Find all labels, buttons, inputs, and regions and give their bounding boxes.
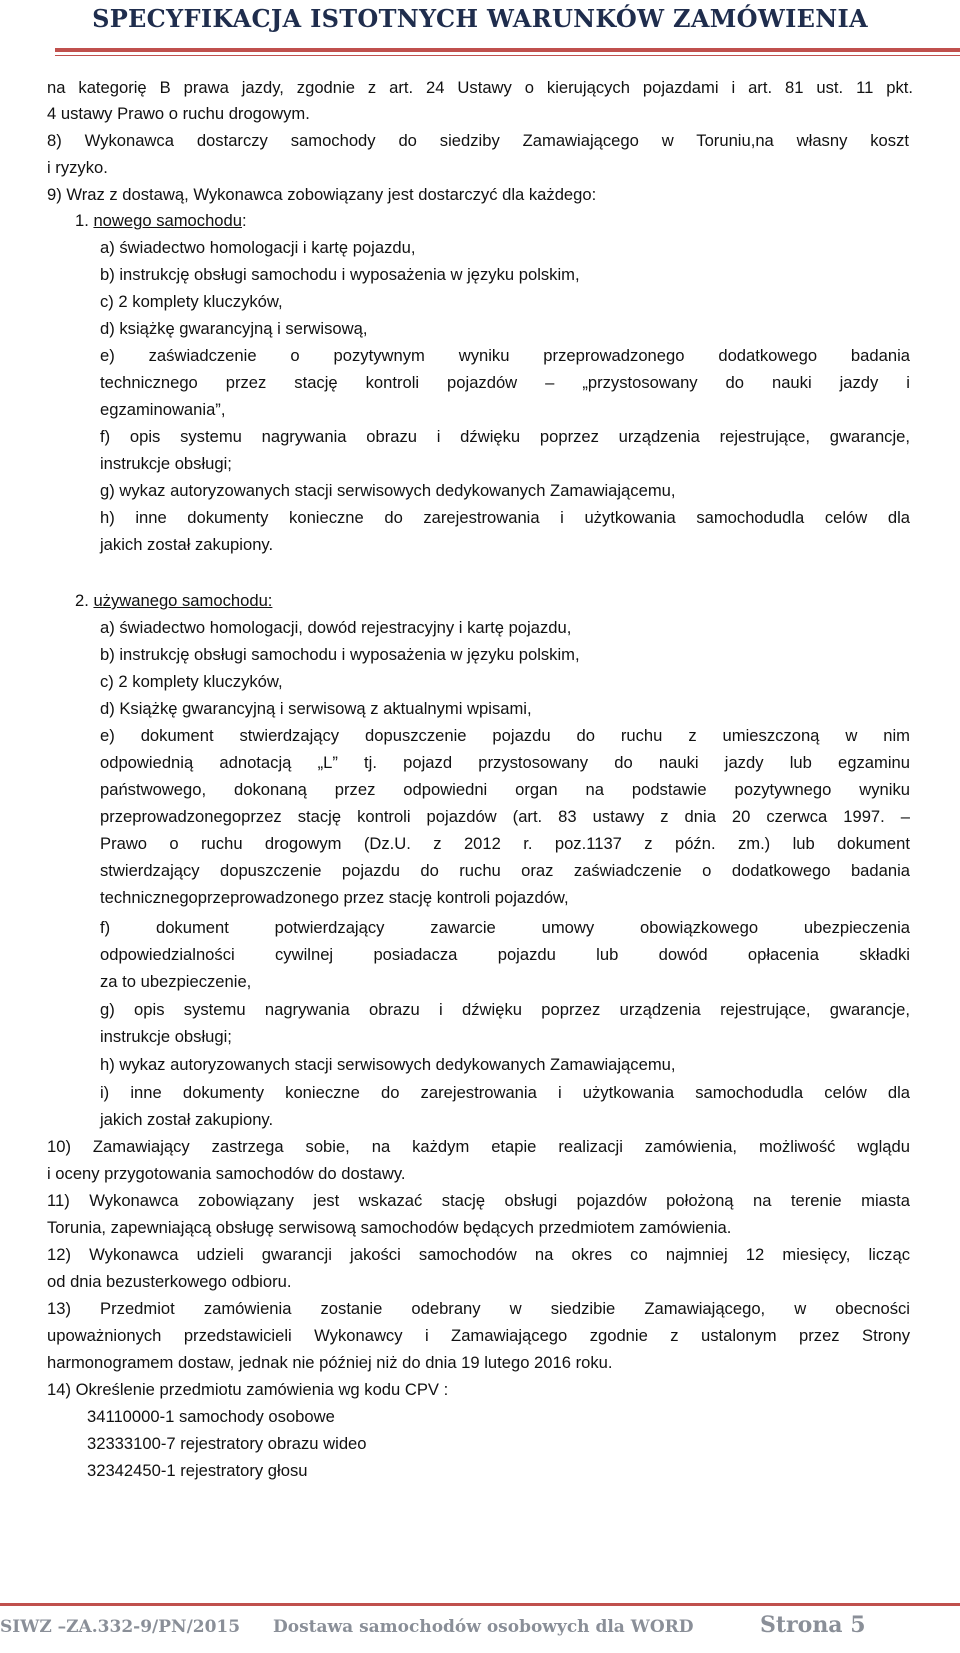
page-header-title: SPECYFIKACJA ISTOTNYCH WARUNKÓW ZAMÓWIENIA (92, 4, 868, 33)
item-13-text: 13) Przedmiot zamówienia zostanie odebrany w siedzibie Zamawiającego, w obecności (47, 1299, 910, 1318)
list-item: b) instrukcję obsługi samochodu i wyposażenia w języku polskim, (100, 645, 580, 664)
text-line: upoważnionych przedstawicieli Wykonawcy i Zamawiającego zgodnie z ustalonym przez Strony (47, 1326, 910, 1345)
cpv-code: 32342450-1 rejestratory głosu (87, 1461, 308, 1480)
item-11-text: 11) Wykonawca zobowiązany jest wskazać stację obsługi pojazdów położoną na terenie miasta (47, 1191, 910, 1210)
text-line: od dnia bezusterkowego odbioru. (47, 1272, 292, 1291)
text-line: i ryzyko. (47, 158, 108, 177)
text-line: i oceny przygotowania samochodów do dostawy. (47, 1164, 406, 1183)
list-item: i) inne dokumenty konieczne do zarejestrowania i użytkowania samochodudla celów dla (100, 1083, 910, 1102)
text-line: Torunia, zapewniającą obsługę serwisową samochodów będących przedmiotem zamówienia. (47, 1218, 732, 1237)
cpv-code: 34110000-1 samochody osobowe (87, 1407, 335, 1426)
footer-divider (0, 1603, 960, 1606)
text-line: harmonogramem dostaw, jednak nie później niż do dnia 19 lutego 2016 roku. (47, 1353, 613, 1372)
list-item: d) książkę gwarancyjną i serwisową, (100, 319, 368, 338)
text-line: instrukcje obsługi; (100, 1027, 232, 1046)
subsection-2-heading: 2. używanego samochodu: (75, 591, 273, 610)
cpv-code: 32333100-7 rejestratory obrazu wideo (87, 1434, 367, 1453)
list-item: c) 2 komplety kluczyków, (100, 672, 283, 691)
subsection-1-heading: 1. nowego samochodu: (75, 211, 247, 230)
text-line: jakich został zakupiony. (100, 535, 274, 554)
list-item: a) świadectwo homologacji, dowód rejestracyjny i kartę pojazdu, (100, 618, 572, 637)
header-divider (55, 48, 960, 52)
text-line: za to ubezpieczenie, (100, 972, 252, 991)
item-14-text: 14) Określenie przedmiotu zamówienia wg kodu CPV : (47, 1380, 449, 1399)
list-item: g) opis systemu nagrywania obrazu i dźwięku poprzez urządzenia rejestrujące, gwarancje, (100, 1000, 910, 1019)
text-line: przeprowadzonegoprzez stację kontroli pojazdów (art. 83 ustawy z dnia 20 czerwca 1997. – (100, 807, 910, 826)
text-line: stwierdzający dopuszczenie pojazdu do ruchu oraz zaświadczenie o dodatkowego badania (100, 861, 910, 880)
list-item: b) instrukcję obsługi samochodu i wyposażenia w języku polskim, (100, 265, 580, 284)
text-line: technicznegoprzeprowadzonego przez stację kontroli pojazdów, (100, 888, 569, 907)
list-item: h) wykaz autoryzowanych stacji serwisowych dedykowanych Zamawiającemu, (100, 1055, 676, 1074)
text-line: egzaminowania”, (100, 400, 226, 419)
footer-reference: SIWZ –ZA.332-9/PN/2015 (0, 1617, 241, 1637)
text-line: instrukcje obsługi; (100, 454, 232, 473)
text-line: Prawo o ruchu drogowym (Dz.U. z 2012 r. poz.1137 z późn. zm.) lub dokument (100, 834, 910, 853)
list-item: e) dokument stwierdzający dopuszczenie pojazdu do ruchu z umieszczoną w nim (100, 726, 910, 745)
list-item: f) opis systemu nagrywania obrazu i dźwięku poprzez urządzenia rejestrujące, gwarancje, (100, 427, 910, 446)
subsection-1-title: nowego samochodu (93, 211, 242, 230)
list-item: d) Książkę gwarancyjną i serwisową z aktualnymi wpisami, (100, 699, 532, 718)
text-line: 4 ustawy Prawo o ruchu drogowym. (47, 104, 310, 123)
list-item: e) zaświadczenie o pozytywnym wyniku przeprowadzonego dodatkowego badania (100, 346, 910, 365)
item-12-text: 12) Wykonawca udzieli gwarancji jakości samochodów na okres co najmniej 12 miesięcy, licząc (47, 1245, 910, 1264)
item-9-text: 9) Wraz z dostawą, Wykonawca zobowiązany jest dostarczyć dla każdego: (47, 185, 597, 204)
list-item: g) wykaz autoryzowanych stacji serwisowych dedykowanych Zamawiającemu, (100, 481, 676, 500)
item-10-text: 10) Zamawiający zastrzega sobie, na każdym etapie realizacji zamówienia, możliwość wglądu (47, 1137, 910, 1156)
list-item: c) 2 komplety kluczyków, (100, 292, 283, 311)
list-item: a) świadectwo homologacji i kartę pojazdu, (100, 238, 416, 257)
text-line: odpowiednią adnotacją „L” tj. pojazd przystosowany do nauki jazdy lub egzaminu (100, 753, 910, 772)
text-line: na kategorię B prawa jazdy, zgodnie z art. 24 Ustawy o kierujących pojazdami i art. 81 ust. 11 pkt. (47, 78, 913, 97)
list-item: h) inne dokumenty konieczne do zarejestrowania i użytkowania samochodudla celów dla (100, 508, 910, 527)
item-8-text: 8) Wykonawca dostarczy samochody do siedziby Zamawiającego w Toruniu,na własny koszt (47, 131, 909, 150)
text-line: technicznego przez stację kontroli pojazdów – „przystosowany do nauki jazdy i (100, 373, 910, 392)
header-divider-thin (55, 55, 960, 56)
text-line: odpowiedzialności cywilnej posiadacza pojazdu lub dowód opłacenia składki (100, 945, 910, 964)
text-line: jakich został zakupiony. (100, 1110, 274, 1129)
list-item: f) dokument potwierdzający zawarcie umowy obowiązkowego ubezpieczenia (100, 918, 910, 937)
text-line: państwowego, dokonaną przez odpowiedni organ na podstawie pozytywnego wyniku (100, 780, 910, 799)
subsection-2-title: używanego samochodu: (93, 591, 273, 610)
footer-page-number: Strona 5 (760, 1612, 866, 1638)
footer-subject: Dostawa samochodów osobowych dla WORD (273, 1617, 694, 1637)
